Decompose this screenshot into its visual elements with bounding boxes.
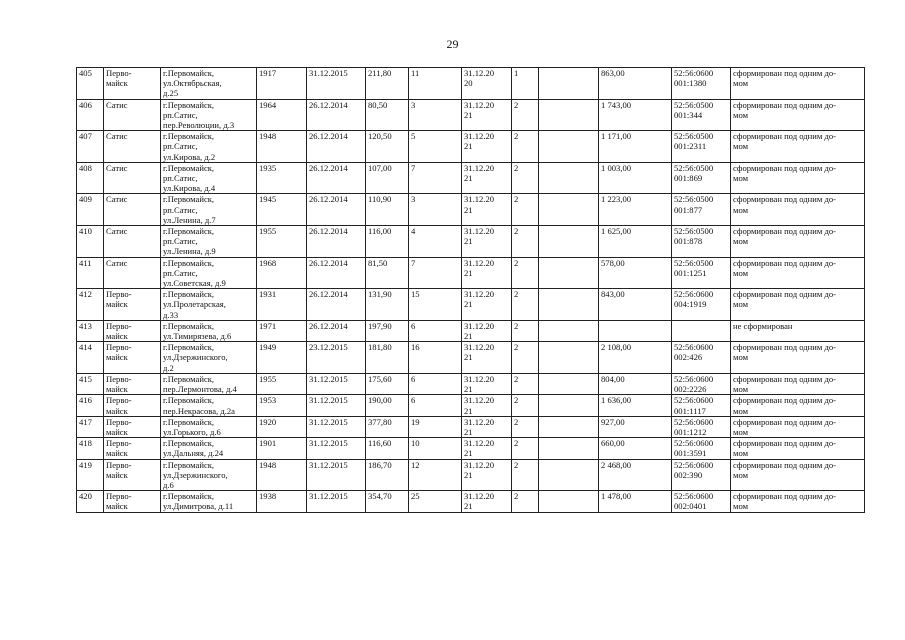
cell-deadline: 31.12.20 21 <box>462 194 512 226</box>
cell-year-built: 1920 <box>257 416 307 437</box>
cell-year-built: 1945 <box>257 194 307 226</box>
cell-residents: 3 <box>409 99 462 131</box>
cell-settlement: Перво- майск <box>104 373 161 394</box>
cell-land-status: сформирован под одним до- мом <box>731 194 865 226</box>
cell-address: г.Первомайск, ул.Тимирязева, д.6 <box>161 320 257 341</box>
cell-residents: 4 <box>409 226 462 258</box>
cell-date: 31.12.2015 <box>307 438 366 459</box>
cell-area: 120,50 <box>366 131 409 163</box>
cell-deadline: 31.12.20 21 <box>462 438 512 459</box>
cell-residents: 12 <box>409 459 462 491</box>
cell-cost: 1 636,00 <box>599 395 672 416</box>
cell-date: 31.12.2015 <box>307 459 366 491</box>
cell-land-status: сформирован под одним до- мом <box>731 373 865 394</box>
cell-priority: 2 <box>512 438 539 459</box>
cell-land-status: сформирован под одним до- мом <box>731 491 865 512</box>
cell-row-number: 406 <box>77 99 104 131</box>
cell-deadline: 31.12.20 21 <box>462 131 512 163</box>
cell-area: 181,80 <box>366 342 409 374</box>
cell-address: г.Первомайск, пер.Некрасова, д.2а <box>161 395 257 416</box>
cell-empty <box>539 491 599 512</box>
cell-residents: 15 <box>409 289 462 321</box>
cell-date: 26.12.2014 <box>307 131 366 163</box>
cell-land-status: сформирован под одним до- мом <box>731 162 865 194</box>
cell-settlement: Перво- майск <box>104 459 161 491</box>
cell-priority: 2 <box>512 373 539 394</box>
cell-cost: 1 223,00 <box>599 194 672 226</box>
table-row <box>77 226 865 258</box>
cell-cadastral-number: 52:56:0600 001:1212 <box>672 416 731 437</box>
cell-cost: 660,00 <box>599 438 672 459</box>
cell-empty <box>539 257 599 289</box>
cell-cadastral-number: 52:56:0500 001:877 <box>672 194 731 226</box>
cell-empty <box>539 395 599 416</box>
table-row <box>77 257 865 289</box>
cell-settlement: Сатис <box>104 99 161 131</box>
cell-year-built: 1931 <box>257 289 307 321</box>
cell-year-built: 1964 <box>257 99 307 131</box>
cell-date: 23.12.2015 <box>307 342 366 374</box>
cell-year-built: 1948 <box>257 459 307 491</box>
cell-year-built: 1968 <box>257 257 307 289</box>
cell-residents: 16 <box>409 342 462 374</box>
cell-address: г.Первомайск, ул.Дзержинского, д.2 <box>161 342 257 374</box>
cell-empty <box>539 373 599 394</box>
cell-cost: 1 003,00 <box>599 162 672 194</box>
cell-address: г.Первомайск, ул.Димитрова, д.11 <box>161 491 257 512</box>
cell-area: 107,00 <box>366 162 409 194</box>
cell-empty <box>539 68 599 100</box>
cell-address: г.Первомайск, ул.Пролетарская, д.33 <box>161 289 257 321</box>
cell-deadline: 31.12.20 21 <box>462 226 512 258</box>
table-row <box>77 373 865 394</box>
cell-cadastral-number: 52:56:0500 001:344 <box>672 99 731 131</box>
cell-cost: 2 468,00 <box>599 459 672 491</box>
cell-land-status: сформирован под одним до- мом <box>731 459 865 491</box>
cell-cadastral-number: 52:56:0600 001:1117 <box>672 395 731 416</box>
table-row <box>77 194 865 226</box>
table-row <box>77 162 865 194</box>
cell-address: г.Первомайск, рп.Сатис, ул.Советская, д.9 <box>161 257 257 289</box>
housing-register-table <box>76 67 865 513</box>
table-row <box>77 342 865 374</box>
cell-cadastral-number <box>672 320 731 341</box>
cell-cadastral-number: 52:56:0500 001:1251 <box>672 257 731 289</box>
cell-residents: 6 <box>409 395 462 416</box>
cell-date: 31.12.2015 <box>307 416 366 437</box>
table-row <box>77 131 865 163</box>
cell-empty <box>539 162 599 194</box>
cell-priority: 2 <box>512 289 539 321</box>
cell-area: 116,00 <box>366 226 409 258</box>
cell-year-built: 1938 <box>257 491 307 512</box>
table-row <box>77 395 865 416</box>
cell-residents: 6 <box>409 373 462 394</box>
cell-cost: 1 171,00 <box>599 131 672 163</box>
cell-priority: 2 <box>512 162 539 194</box>
cell-residents: 10 <box>409 438 462 459</box>
cell-cadastral-number: 52:56:0600 002:390 <box>672 459 731 491</box>
cell-date: 31.12.2015 <box>307 395 366 416</box>
cell-priority: 2 <box>512 416 539 437</box>
cell-land-status: сформирован под одним до- мом <box>731 395 865 416</box>
cell-area: 116,60 <box>366 438 409 459</box>
cell-land-status: сформирован под одним до- мом <box>731 342 865 374</box>
cell-area: 377,80 <box>366 416 409 437</box>
cell-cadastral-number: 52:56:0500 001:869 <box>672 162 731 194</box>
cell-year-built: 1901 <box>257 438 307 459</box>
cell-cadastral-number: 52:56:0500 001:2311 <box>672 131 731 163</box>
cell-priority: 1 <box>512 68 539 100</box>
cell-empty <box>539 416 599 437</box>
cell-cost <box>599 320 672 341</box>
cell-settlement: Сатис <box>104 131 161 163</box>
cell-address: г.Первомайск, ул.Дальняя, д.24 <box>161 438 257 459</box>
cell-deadline: 31.12.20 21 <box>462 320 512 341</box>
cell-area: 80,50 <box>366 99 409 131</box>
cell-cost: 927,00 <box>599 416 672 437</box>
cell-date: 26.12.2014 <box>307 162 366 194</box>
cell-empty <box>539 459 599 491</box>
cell-row-number: 411 <box>77 257 104 289</box>
cell-empty <box>539 289 599 321</box>
cell-year-built: 1955 <box>257 226 307 258</box>
cell-area: 81,50 <box>366 257 409 289</box>
cell-cost: 578,00 <box>599 257 672 289</box>
cell-residents: 25 <box>409 491 462 512</box>
cell-area: 186,70 <box>366 459 409 491</box>
cell-deadline: 31.12.20 21 <box>462 491 512 512</box>
cell-deadline: 31.12.20 21 <box>462 257 512 289</box>
cell-date: 26.12.2014 <box>307 289 366 321</box>
cell-settlement: Перво- майск <box>104 289 161 321</box>
cell-residents: 7 <box>409 257 462 289</box>
table-row <box>77 68 865 100</box>
cell-priority: 2 <box>512 194 539 226</box>
table-row <box>77 438 865 459</box>
cell-empty <box>539 342 599 374</box>
cell-cost: 1 743,00 <box>599 99 672 131</box>
cell-year-built: 1948 <box>257 131 307 163</box>
cell-row-number: 416 <box>77 395 104 416</box>
cell-residents: 7 <box>409 162 462 194</box>
cell-row-number: 417 <box>77 416 104 437</box>
cell-year-built: 1917 <box>257 68 307 100</box>
cell-settlement: Сатис <box>104 257 161 289</box>
cell-date: 31.12.2015 <box>307 491 366 512</box>
cell-land-status: не сформирован <box>731 320 865 341</box>
cell-area: 190,00 <box>366 395 409 416</box>
cell-priority: 2 <box>512 395 539 416</box>
cell-cadastral-number: 52:56:0500 001:878 <box>672 226 731 258</box>
cell-land-status: сформирован под одним до- мом <box>731 99 865 131</box>
cell-row-number: 414 <box>77 342 104 374</box>
table-body <box>77 68 865 513</box>
cell-date: 26.12.2014 <box>307 194 366 226</box>
cell-priority: 2 <box>512 257 539 289</box>
cell-area: 197,90 <box>366 320 409 341</box>
cell-empty <box>539 131 599 163</box>
cell-deadline: 31.12.20 21 <box>462 395 512 416</box>
cell-deadline: 31.12.20 21 <box>462 289 512 321</box>
cell-row-number: 410 <box>77 226 104 258</box>
cell-empty <box>539 194 599 226</box>
table-row <box>77 491 865 512</box>
cell-land-status: сформирован под одним до- мом <box>731 257 865 289</box>
cell-priority: 2 <box>512 459 539 491</box>
cell-date: 26.12.2014 <box>307 226 366 258</box>
cell-priority: 2 <box>512 342 539 374</box>
cell-deadline: 31.12.20 21 <box>462 99 512 131</box>
cell-row-number: 415 <box>77 373 104 394</box>
cell-settlement: Перво- майск <box>104 68 161 100</box>
table-row <box>77 459 865 491</box>
cell-cost: 863,00 <box>599 68 672 100</box>
cell-deadline: 31.12.20 21 <box>462 459 512 491</box>
cell-row-number: 418 <box>77 438 104 459</box>
cell-cost: 1 478,00 <box>599 491 672 512</box>
cell-cadastral-number: 52:56:0600 001:1380 <box>672 68 731 100</box>
cell-settlement: Перво- майск <box>104 320 161 341</box>
cell-row-number: 420 <box>77 491 104 512</box>
cell-land-status: сформирован под одним до- мом <box>731 68 865 100</box>
cell-row-number: 419 <box>77 459 104 491</box>
cell-settlement: Перво- майск <box>104 438 161 459</box>
cell-address: г.Первомайск, рп.Сатис, ул.Ленина, д.9 <box>161 226 257 258</box>
cell-address: г.Первомайск, рп.Сатис, ул.Кирова, д.4 <box>161 162 257 194</box>
cell-cadastral-number: 52:56:0600 004:1919 <box>672 289 731 321</box>
table-row <box>77 416 865 437</box>
cell-area: 110,90 <box>366 194 409 226</box>
cell-row-number: 409 <box>77 194 104 226</box>
cell-cost: 843,00 <box>599 289 672 321</box>
cell-year-built: 1949 <box>257 342 307 374</box>
cell-date: 31.12.2015 <box>307 68 366 100</box>
cell-row-number: 413 <box>77 320 104 341</box>
cell-residents: 6 <box>409 320 462 341</box>
cell-empty <box>539 226 599 258</box>
cell-deadline: 31.12.20 21 <box>462 162 512 194</box>
cell-priority: 2 <box>512 491 539 512</box>
cell-date: 31.12.2015 <box>307 373 366 394</box>
cell-residents: 3 <box>409 194 462 226</box>
cell-cadastral-number: 52:56:0600 002:2226 <box>672 373 731 394</box>
cell-empty <box>539 438 599 459</box>
cell-area: 131,90 <box>366 289 409 321</box>
cell-settlement: Перво- майск <box>104 491 161 512</box>
cell-priority: 2 <box>512 320 539 341</box>
table-row <box>77 289 865 321</box>
cell-cost: 1 625,00 <box>599 226 672 258</box>
cell-empty <box>539 99 599 131</box>
cell-deadline: 31.12.20 21 <box>462 373 512 394</box>
cell-row-number: 407 <box>77 131 104 163</box>
cell-deadline: 31.12.20 21 <box>462 416 512 437</box>
cell-address: г.Первомайск, ул.Октябрьская, д.25 <box>161 68 257 100</box>
cell-settlement: Сатис <box>104 162 161 194</box>
cell-area: 175,60 <box>366 373 409 394</box>
cell-residents: 19 <box>409 416 462 437</box>
page-number: 29 <box>446 37 459 51</box>
cell-residents: 11 <box>409 68 462 100</box>
cell-settlement: Сатис <box>104 194 161 226</box>
cell-settlement: Перво- майск <box>104 395 161 416</box>
cell-land-status: сформирован под одним до- мом <box>731 438 865 459</box>
cell-settlement: Перво- майск <box>104 342 161 374</box>
table-row <box>77 99 865 131</box>
cell-settlement: Сатис <box>104 226 161 258</box>
cell-year-built: 1953 <box>257 395 307 416</box>
cell-deadline: 31.12.20 20 <box>462 68 512 100</box>
cell-address: г.Первомайск, рп.Сатис, ул.Ленина, д.7 <box>161 194 257 226</box>
cell-area: 354,70 <box>366 491 409 512</box>
cell-cadastral-number: 52:56:0600 002:426 <box>672 342 731 374</box>
cell-land-status: сформирован под одним до- мом <box>731 131 865 163</box>
cell-year-built: 1955 <box>257 373 307 394</box>
cell-priority: 2 <box>512 99 539 131</box>
cell-year-built: 1935 <box>257 162 307 194</box>
cell-date: 26.12.2014 <box>307 257 366 289</box>
cell-priority: 2 <box>512 226 539 258</box>
cell-row-number: 412 <box>77 289 104 321</box>
cell-cadastral-number: 52:56:0600 002:0401 <box>672 491 731 512</box>
cell-priority: 2 <box>512 131 539 163</box>
cell-empty <box>539 320 599 341</box>
table-row <box>77 320 865 341</box>
cell-land-status: сформирован под одним до- мом <box>731 289 865 321</box>
cell-row-number: 408 <box>77 162 104 194</box>
cell-address: г.Первомайск, ул.Дзержинского, д.6 <box>161 459 257 491</box>
cell-address: г.Первомайск, рп.Сатис, ул.Кирова, д.2 <box>161 131 257 163</box>
cell-address: г.Первомайск, рп.Сатис, пер.Революции, д.3 <box>161 99 257 131</box>
cell-address: г.Первомайск, ул.Горького, д.6 <box>161 416 257 437</box>
cell-cost: 2 108,00 <box>599 342 672 374</box>
cell-deadline: 31.12.20 21 <box>462 342 512 374</box>
cell-residents: 5 <box>409 131 462 163</box>
cell-row-number: 405 <box>77 68 104 100</box>
cell-cost: 804,00 <box>599 373 672 394</box>
cell-settlement: Перво- майск <box>104 416 161 437</box>
cell-date: 26.12.2014 <box>307 320 366 341</box>
cell-address: г.Первомайск, пер.Лермонтова, д.4 <box>161 373 257 394</box>
cell-date: 26.12.2014 <box>307 99 366 131</box>
cell-area: 211,80 <box>366 68 409 100</box>
cell-cadastral-number: 52:56:0600 001:3591 <box>672 438 731 459</box>
cell-land-status: сформирован под одним до- мом <box>731 226 865 258</box>
cell-land-status: сформирован под одним до- мом <box>731 416 865 437</box>
cell-year-built: 1971 <box>257 320 307 341</box>
